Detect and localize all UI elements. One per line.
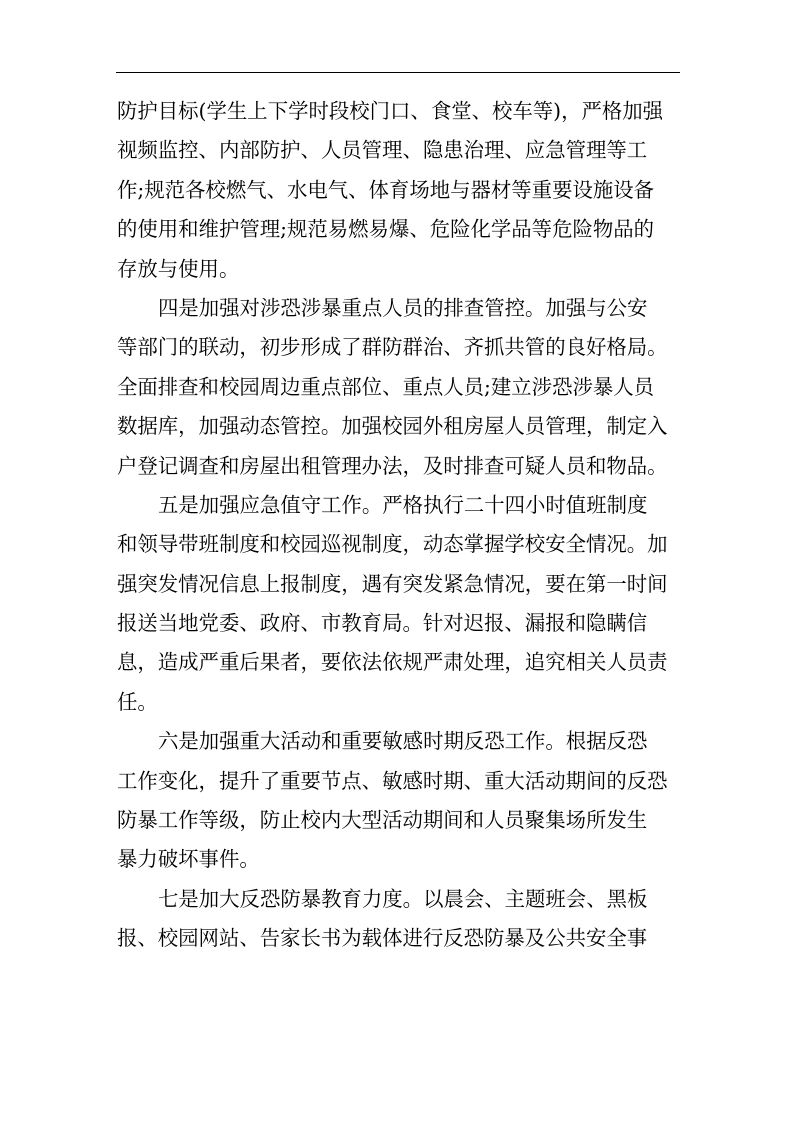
text-line: 视频监控、内部防护、人员管理、隐患治理、应急管理等工 (117, 138, 648, 163)
text-line: 防护目标(学生上下学时段校门口、食堂、校车等)，严格加强 (117, 99, 664, 123)
text-line: 暴力破坏事件。 (117, 847, 260, 872)
text-line: 的使用和维护管理;规范易燃易爆、危险化学品等危险物品的 (117, 217, 655, 242)
text-line: 任。 (117, 689, 158, 714)
text-line: 存放与使用。 (117, 256, 240, 281)
header-rule (116, 72, 680, 73)
text-line: 数据库，加强动态管控。加强校园外租房屋人员管理，制定入 (117, 414, 668, 439)
paragraph-start-line: 五是加强应急值守工作。严格执行二十四小时值班制度 (158, 492, 648, 517)
body-text (117, 92, 687, 959)
paragraph-start-line: 六是加强重大活动和重要敏感时期反恐工作。根据反恐 (158, 729, 648, 754)
text-line: 报送当地党委、政府、市教育局。针对迟报、漏报和隐瞒信 (117, 611, 648, 636)
text-line: 作;规范各校燃气、水电气、体育场地与器材等重要设施设备 (117, 177, 655, 202)
text-line: 户登记调查和房屋出租管理办法，及时排查可疑人员和物品。 (117, 453, 668, 478)
text-line: 等部门的联动，初步形成了群防群治、齐抓共管的良好格局。 (117, 335, 668, 360)
text-line: 全面排查和校园周边重点部位、重点人员;建立涉恐涉暴人员 (117, 374, 655, 399)
text-line: 报、校园网站、告家长书为载体进行反恐防暴及公共安全事 (117, 926, 648, 951)
paragraph-start-line: 七是加大反恐防暴教育力度。以晨会、主题班会、黑板 (158, 886, 648, 911)
paragraph-start-line: 四是加强对涉恐涉暴重点人员的排查管控。加强与公安 (158, 295, 648, 320)
text-line: 息，造成严重后果者，要依法依规严肃处理，追究相关人员责 (117, 650, 668, 675)
text-line: 工作变化，提升了重要节点、敏感时期、重大活动期间的反恐 (117, 768, 668, 793)
text-line: 强突发情况信息上报制度，遇有突发紧急情况，要在第一时间 (117, 571, 668, 596)
text-line: 防暴工作等级，防止校内大型活动期间和人员聚集场所发生 (117, 808, 648, 833)
text-line: 和领导带班制度和校园巡视制度，动态掌握学校安全情况。加 (117, 532, 668, 557)
